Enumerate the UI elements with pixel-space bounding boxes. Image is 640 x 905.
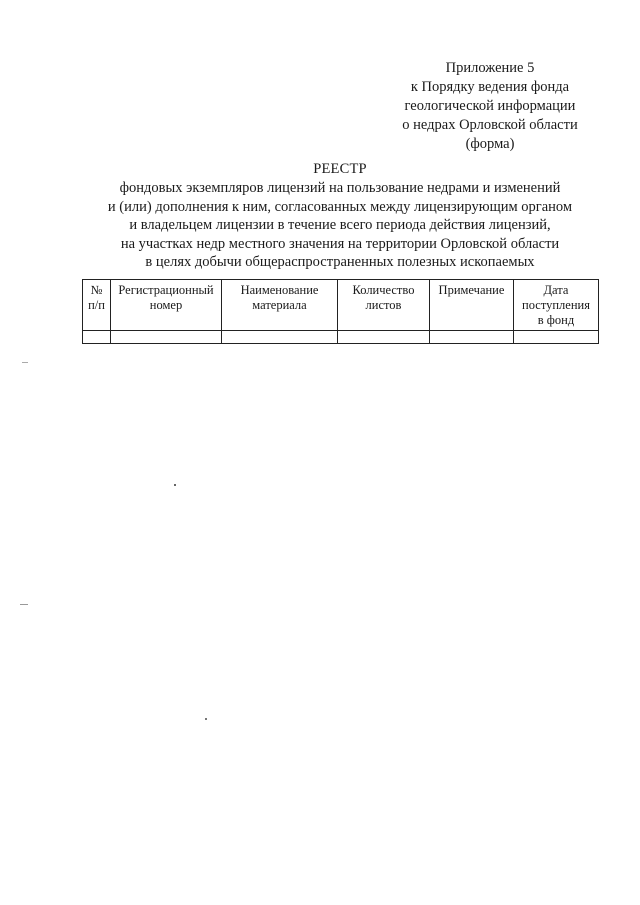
appendix-line: Приложение 5 <box>445 60 535 76</box>
table-header-row <box>83 280 599 331</box>
column-header-registration-number: Регистрационный номер <box>111 280 222 331</box>
column-header-number: № п/п <box>83 280 111 331</box>
appendix-line: геологической информации <box>404 98 576 114</box>
scan-speck <box>20 604 28 605</box>
scan-speck <box>22 362 28 363</box>
subtitle-line: на участках недр местного значения на территории Орловской области <box>120 235 560 252</box>
table-cell <box>338 331 430 344</box>
appendix-line: о недрах Орловской области <box>402 117 578 133</box>
scan-speck <box>174 484 176 486</box>
table-cell <box>83 331 111 344</box>
register-subtitle <box>60 179 620 272</box>
table-cell <box>514 331 599 344</box>
table-cell <box>111 331 222 344</box>
appendix-line: (форма) <box>465 136 515 152</box>
register-table <box>82 279 599 344</box>
column-header-material-name: Наименование материала <box>222 280 338 331</box>
table-cell <box>430 331 514 344</box>
table-cell <box>222 331 338 344</box>
column-header-note: Примечание <box>430 280 514 331</box>
column-header-sheet-count: Количество листов <box>338 280 430 331</box>
register-title: РЕЕСТР <box>313 161 367 177</box>
subtitle-line: и (или) дополнения к ним, согласованных между лицензирующим органом <box>107 198 573 215</box>
table-row <box>83 331 599 344</box>
subtitle-line: фондовых экземпляров лицензий на пользование недрами и изменений <box>119 180 561 196</box>
column-header-receipt-date: Дата поступления в фонд <box>514 280 599 331</box>
subtitle-line: и владельцем лицензии в течение всего периода действия лицензий, <box>129 217 551 233</box>
subtitle-line: в целях добычи общераспространенных полезных ископаемых <box>145 254 535 270</box>
register-heading <box>60 160 620 272</box>
appendix-line: к Порядку ведения фонда <box>410 79 570 95</box>
appendix-note <box>388 59 592 154</box>
scan-speck <box>205 718 207 720</box>
